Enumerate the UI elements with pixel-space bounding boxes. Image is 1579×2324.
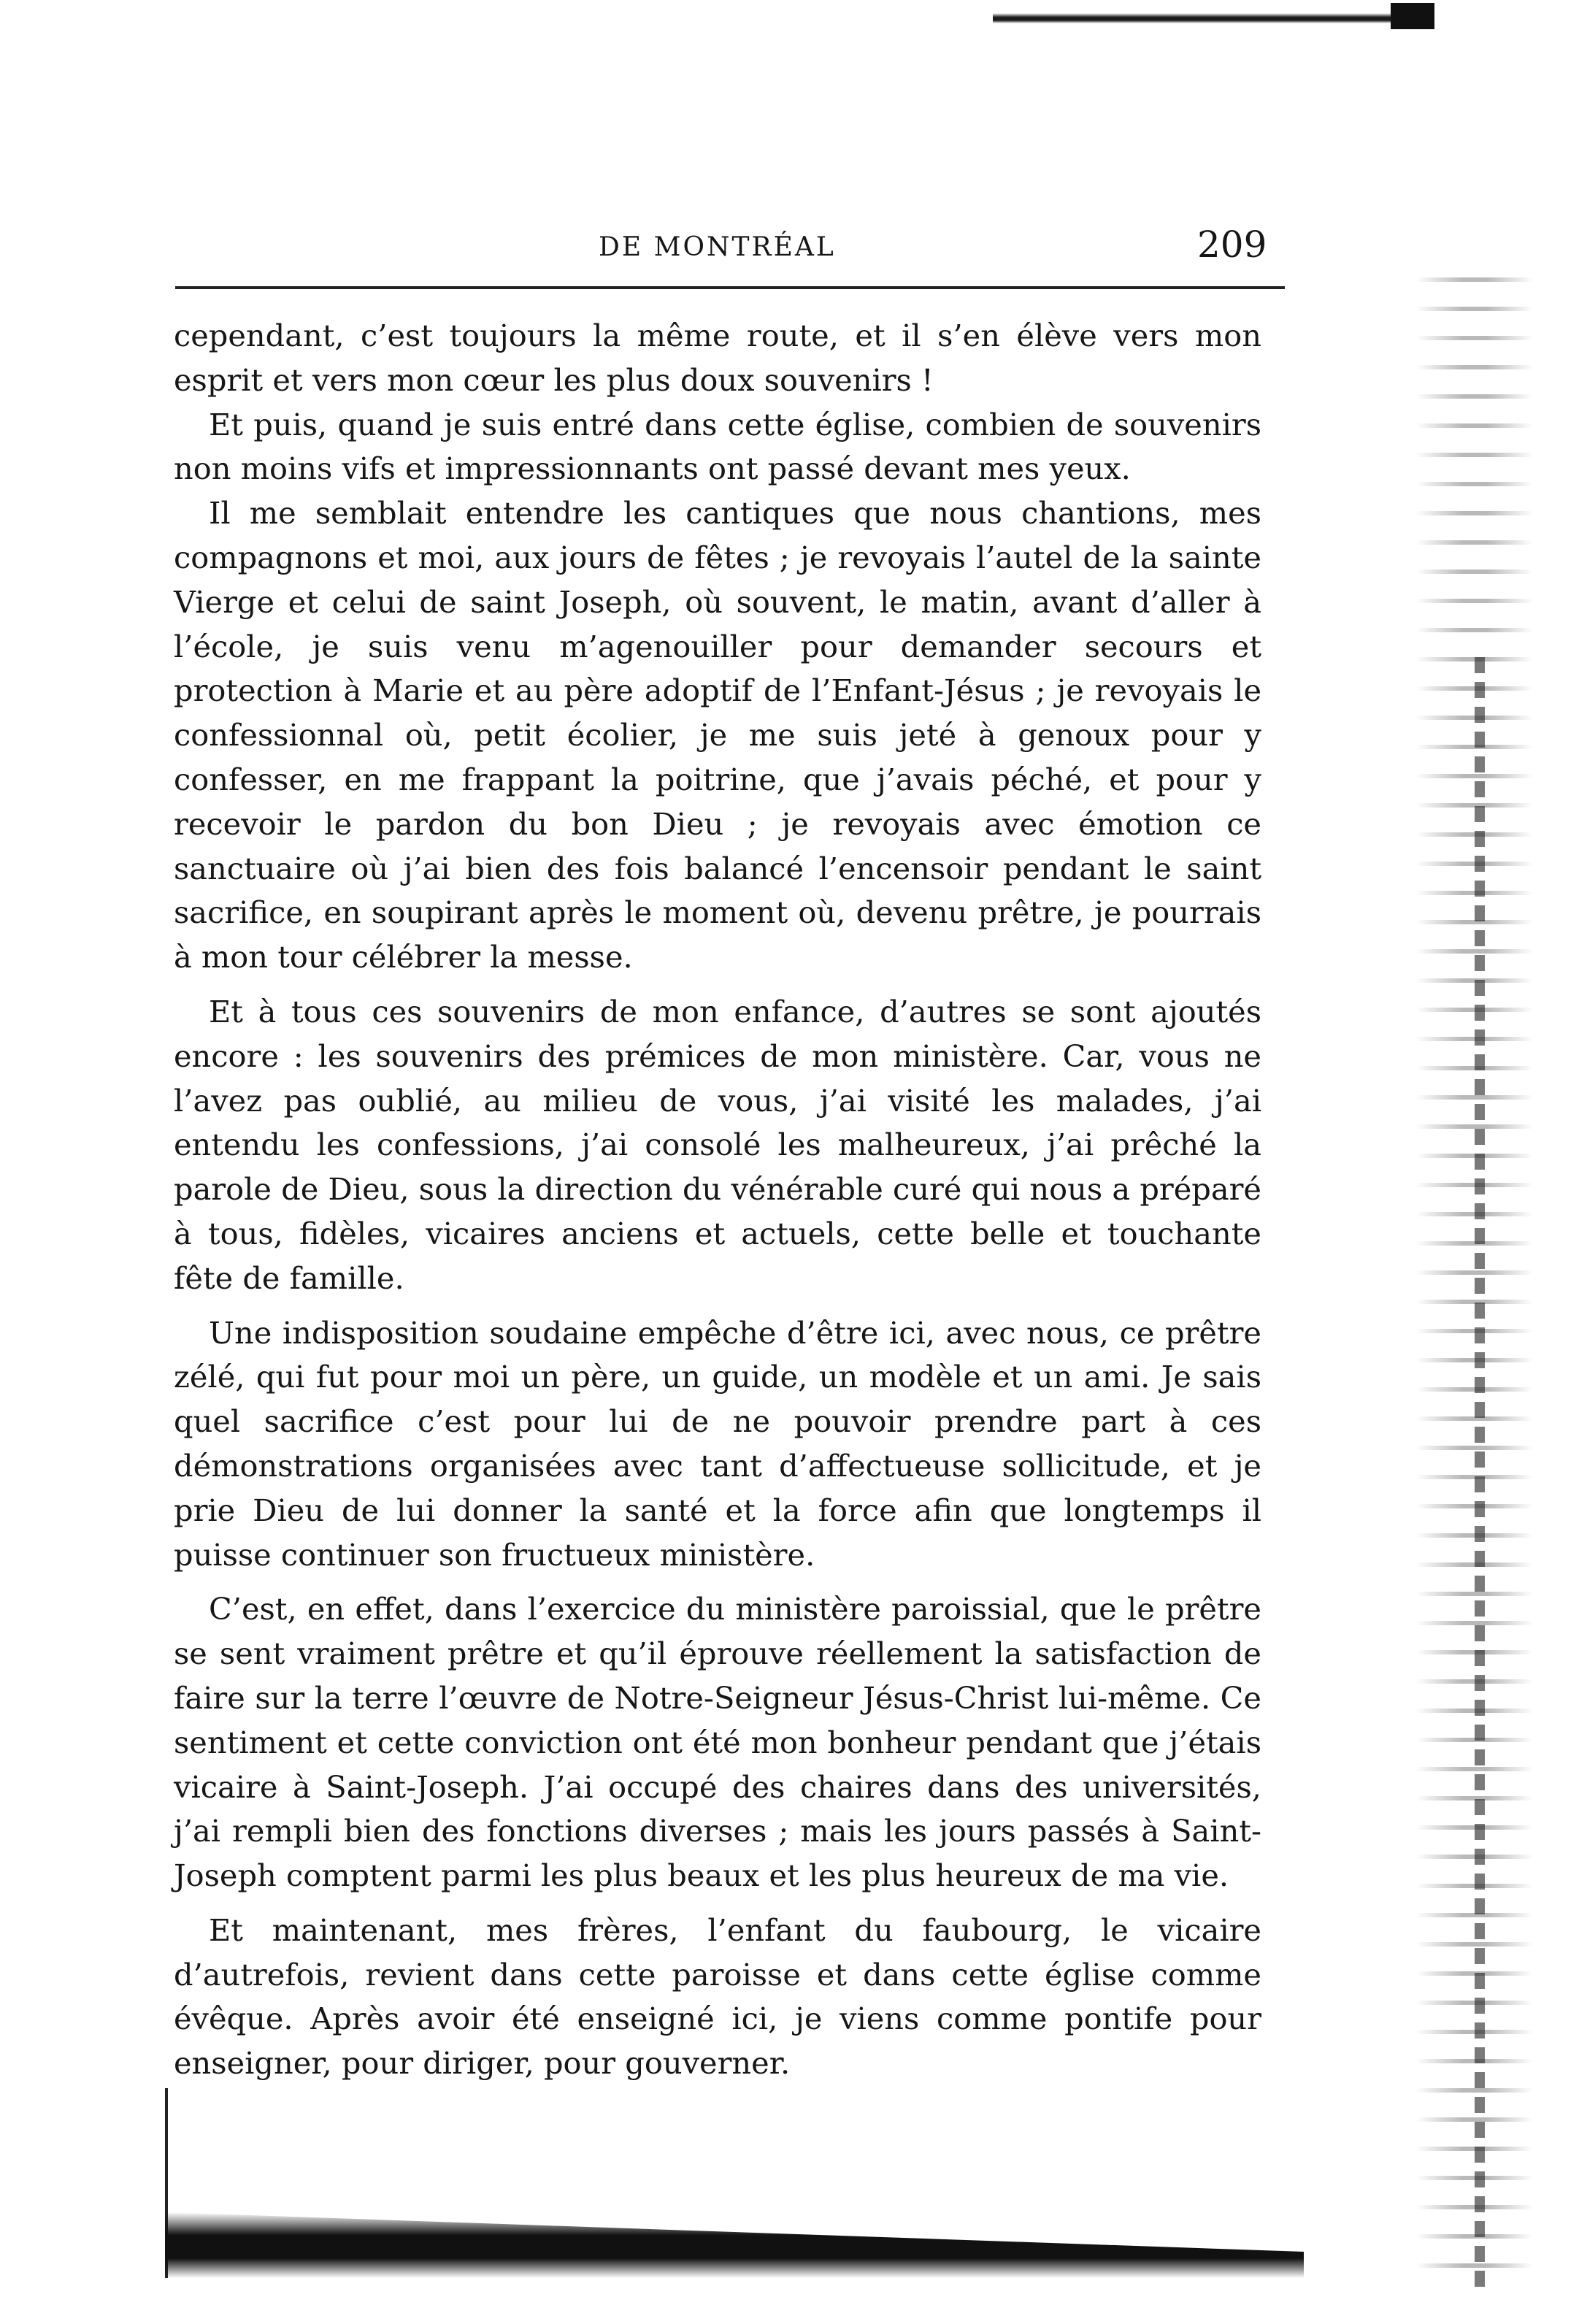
running-title: DE MONTRÉAL bbox=[599, 232, 836, 262]
body-text bbox=[174, 314, 1261, 2086]
paragraph: Et à tous ces souvenirs de mon enfance, d’autres se sont ajoutés encore : les souvenirs des prémices de mon ministère. Car, vous ne l’avez pas oublié, au milieu de vous, j’ai visité les malades, j’ai entendu les confessions, j’ai consolé les malheureux, j’ai prêché la parole de Dieu, sous la direction du vénérable curé qui nous a préparé à tous, fidèles, vicaires anciens et actuels, cette belle et touchante fête de famille. bbox=[174, 993, 1261, 1296]
paragraph: C’est, en effet, dans l’exercice du ministère paroissial, que le prêtre se sent vraiment prêtre et qu’il éprouve réellement la satisfaction de faire sur la terre l’œuvre de Notre-Seigneur Jésus-Christ lui-même. Ce sentiment et cette conviction ont été mon bonheur pendant que j’étais vicaire à Saint-Joseph. J’ai occupé des chaires dans des universités, j’ai rempli bien des fonctions diverses ; mais les jours passés à Saint-Joseph comptent parmi les plus beaux et les plus heureux de ma vie. bbox=[174, 1591, 1261, 1894]
page-number: 209 bbox=[1197, 223, 1267, 266]
scan-bottom-shadow bbox=[165, 2212, 1304, 2278]
paragraph: Il me semblait entendre les cantiques que nous chantions, mes compagnons et moi, aux jours de fêtes ; je revoyais l’autel de la sainte Vierge et celui de saint Joseph, où souvent, le matin, avant d’aller à l’école, je suis venu m’agenouiller pour demander secours et protection à Marie et au père adoptif de l’Enfant-Jésus ; je revoyais le confessionnal où, petit écolier, je me suis jeté à genoux pour y confesser, en me frappant la poitrine, que j’avais péché, et pour y recevoir le pardon du bon Dieu ; je revoyais avec émotion ce sanctuaire où j’ai bien des fois balancé l’encensoir pendant le saint sacrifice, en soupirant après le moment où, devenu prêtre, je pourrais à mon tour célébrer la messe. bbox=[174, 495, 1261, 975]
scan-edge-rule bbox=[993, 13, 1431, 23]
paragraph: Une indisposition soudaine empêche d’être ici, avec nous, ce prêtre zélé, qui fut pour moi un père, un guide, un modèle et un ami. Je sais quel sacrifice c’est pour lui de ne pouvoir prendre part à ces démonstrations organisées avec tant d’affectueuse sollicitude, et je prie Dieu de lui donner la santé et la force afin que longtemps il puisse continuer son fructueux ministère. bbox=[174, 1314, 1261, 1573]
paragraph: Et maintenant, mes frères, l’enfant du faubourg, le vicaire d’autrefois, revient dans cette paroisse et dans cette église comme évêque. Après avoir été enseigné ici, je viens comme pontife pour enseigner, pour diriger, pour gouverner. bbox=[174, 1911, 1261, 2082]
header-rule bbox=[175, 286, 1285, 289]
paragraph: cependant, c’est toujours la même route, et il s’en élève vers mon esprit et vers mon cœur les plus doux souvenirs ! bbox=[174, 318, 1261, 398]
scan-edge-mark bbox=[1391, 3, 1434, 29]
paragraph: Et puis, quand je suis entré dans cette église, combien de souvenirs non moins vifs et impressionnants ont passé devant mes yeux. bbox=[174, 406, 1261, 487]
running-head bbox=[0, 219, 1579, 277]
scan-page-edge-strip bbox=[1475, 657, 1485, 2293]
